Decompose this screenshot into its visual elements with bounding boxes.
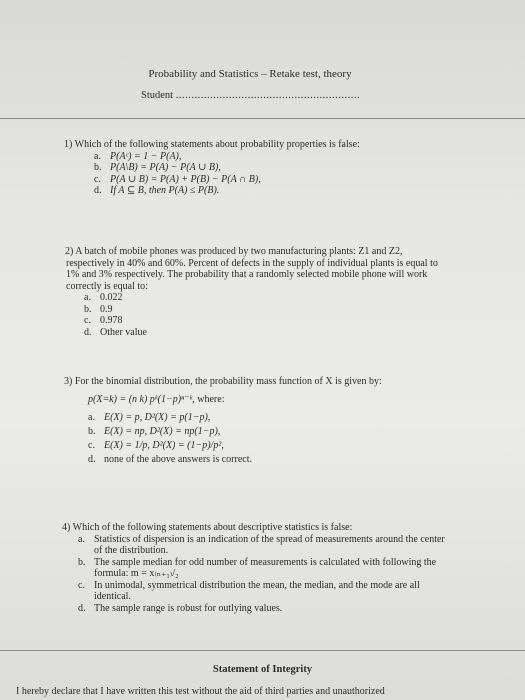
question-2 (66, 246, 450, 338)
integrity-statement: I hereby declare that I have written this test without the aid of third parties and unauthorized (16, 686, 385, 697)
option-b: b. The sample median for odd number of measurements is calculated with following the formula: m = x₍ₙ₊₁₎/₂ (78, 556, 437, 579)
option-d: d. none of the above answers is correct. (88, 454, 252, 465)
question-1-options (94, 151, 464, 197)
question-2-stem: 2) A batch of mobile phones was produced by two manufacturing plants: Z1 and Z2, respectively in 40% and 60%. Percent of defects in the supply of individual plants is equal to 1% and 3% respectively. The probability that a randomly selected mobile phone will work correctly is equal to: (65, 246, 438, 292)
option-c: c. P(A ∪ B) = P(A) + P(B) − P(A ∩ B), (94, 173, 261, 185)
student-name-line (141, 90, 360, 101)
option-b: b. 0.9 (84, 303, 113, 315)
question-4-stem: 4) Which of the following statements about descriptive statistics is false: (62, 522, 353, 533)
option-a: a. P(Aᶜ) = 1 − P(A), (94, 150, 182, 162)
student-name-blank: ........................................................... (175, 90, 361, 101)
option-b: b. E(X) = np, D²(X) = np(1−p), (88, 426, 221, 437)
question-4 (62, 522, 452, 614)
question-2-number: 2) (65, 246, 74, 257)
option-c: c. In unimodal, symmetrical distribution the mean, the median, and the mode are all identical. (78, 579, 420, 602)
question-3 (64, 376, 462, 467)
option-b: b. P(A\B) = P(A) − P(A ∪ B), (94, 162, 221, 173)
header-divider (0, 118, 525, 119)
question-2-options (84, 292, 450, 338)
integrity-divider (0, 650, 525, 651)
student-label: Student (141, 90, 174, 101)
page-title: Probability and Statistics – Retake test, theory (148, 68, 352, 80)
question-1-number: 1) (64, 139, 73, 150)
option-c: c. 0.978 (84, 315, 123, 326)
question-3-stem: 3) For the binomial distribution, the probability mass function of X is given by: (64, 376, 382, 387)
option-d: d. If A ⊆ B, then P(A) ≤ P(B). (94, 185, 220, 196)
option-a: a. 0.022 (84, 292, 123, 303)
option-a: a. Statistics of dispersion is an indication of the spread of measurements around the center of the distribution. (78, 533, 445, 556)
question-4-options (78, 534, 452, 615)
integrity-title: Statement of Integrity (212, 664, 313, 675)
question-3-formula: p(X=k) = (n k) pᵏ(1−p)ⁿ⁻ᵏ, where: (88, 393, 225, 405)
question-4-number: 4) (62, 522, 71, 533)
option-c: c. E(X) = 1/p, D²(X) = (1−p)/p², (88, 440, 224, 451)
option-d: d. Other value (84, 326, 147, 338)
option-d: d. The sample range is robust for outlying values. (78, 602, 283, 614)
question-3-number: 3) (64, 376, 73, 387)
question-1 (64, 139, 464, 197)
question-1-stem: 1) Which of the following statements about probability properties is false: (64, 139, 360, 150)
question-3-options (88, 411, 462, 467)
option-a: a. E(X) = p, D²(X) = p(1−p), (88, 412, 211, 423)
